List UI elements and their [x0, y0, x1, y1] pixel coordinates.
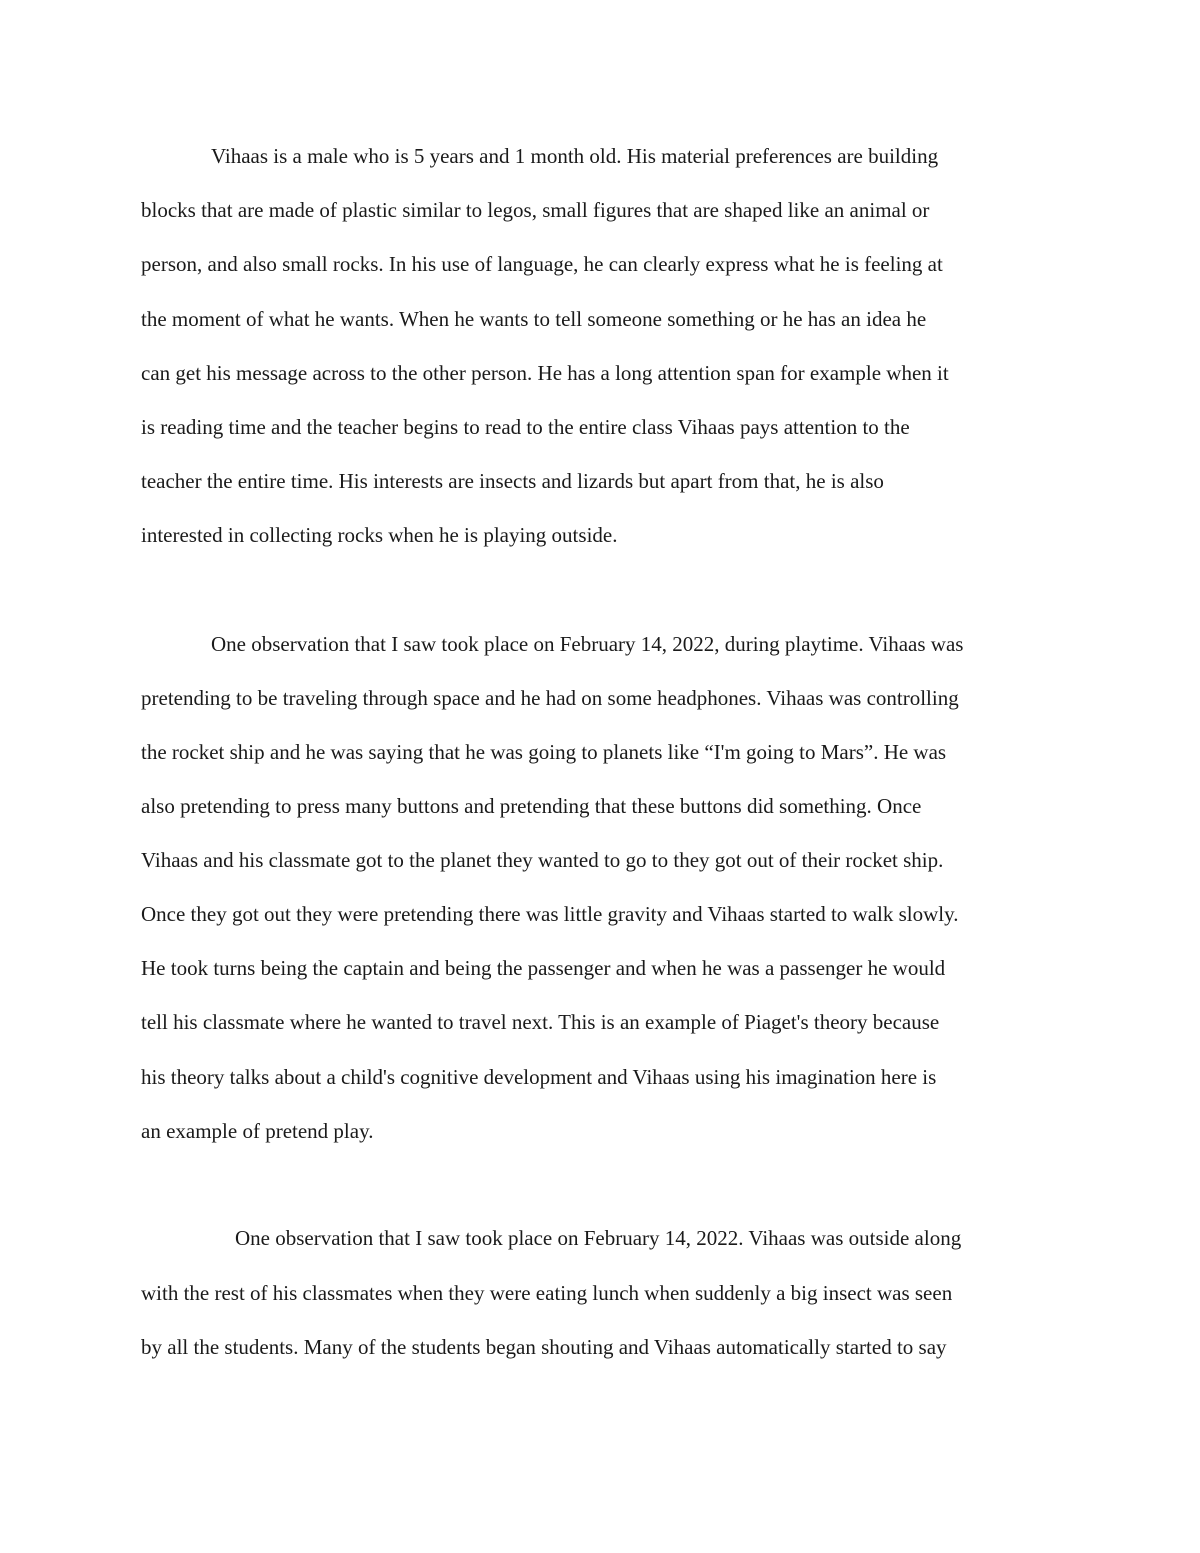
paragraph-1-line-2: blocks that are made of plastic similar to legos, small figures that are shaped like an animal or: [141, 198, 930, 222]
paragraph-3-line-1: One observation that I saw took place on February 14, 2022. Vihaas was outside along: [235, 1226, 962, 1250]
paragraph-3-line-2: with the rest of his classmates when they were eating lunch when suddenly a big insect was seen: [141, 1281, 953, 1305]
paragraph-2-line-4: also pretending to press many buttons and pretending that these buttons did something. Once: [141, 794, 922, 818]
paragraph-1-line-8: interested in collecting rocks when he is playing outside.: [141, 523, 618, 547]
paragraph-2-line-3: the rocket ship and he was saying that he was going to planets like “I'm going to Mars”. He was: [141, 740, 947, 764]
paragraph-2-line-7: He took turns being the captain and being the passenger and when he was a passenger he would: [141, 956, 946, 980]
paragraph-2-line-1: One observation that I saw took place on February 14, 2022, during playtime. Vihaas was: [211, 632, 964, 656]
paragraph-1-line-6: is reading time and the teacher begins to read to the entire class Vihaas pays attention to the: [141, 415, 910, 439]
paragraph-2-line-5: Vihaas and his classmate got to the planet they wanted to go to they got out of their rocket ship.: [141, 848, 944, 872]
paragraph-2-line-2: pretending to be traveling through space and he had on some headphones. Vihaas was controlling: [141, 686, 959, 710]
paragraph-1-line-1: Vihaas is a male who is 5 years and 1 month old. His material preferences are building: [211, 144, 939, 168]
paragraph-1-line-5: can get his message across to the other person. He has a long attention span for example when it: [141, 361, 949, 385]
paragraph-2-line-6: Once they got out they were pretending there was little gravity and Vihaas started to walk slowly.: [141, 902, 959, 926]
paragraph-1-line-3: person, and also small rocks. In his use of language, he can clearly express what he is feeling at: [141, 252, 943, 276]
paragraph-1-line-4: the moment of what he wants. When he wants to tell someone something or he has an idea he: [141, 307, 927, 331]
paragraph-2-line-10: an example of pretend play.: [141, 1119, 374, 1143]
paragraph-2-line-8: tell his classmate where he wanted to travel next. This is an example of Piaget's theory because: [141, 1010, 940, 1034]
paragraph-3-line-3: by all the students. Many of the students began shouting and Vihaas automatically started to say: [141, 1335, 947, 1359]
paragraph-1-line-7: teacher the entire time. His interests are insects and lizards but apart from that, he is also: [141, 469, 884, 493]
paragraph-2-line-9: his theory talks about a child's cognitive development and Vihaas using his imagination here is: [141, 1065, 937, 1089]
